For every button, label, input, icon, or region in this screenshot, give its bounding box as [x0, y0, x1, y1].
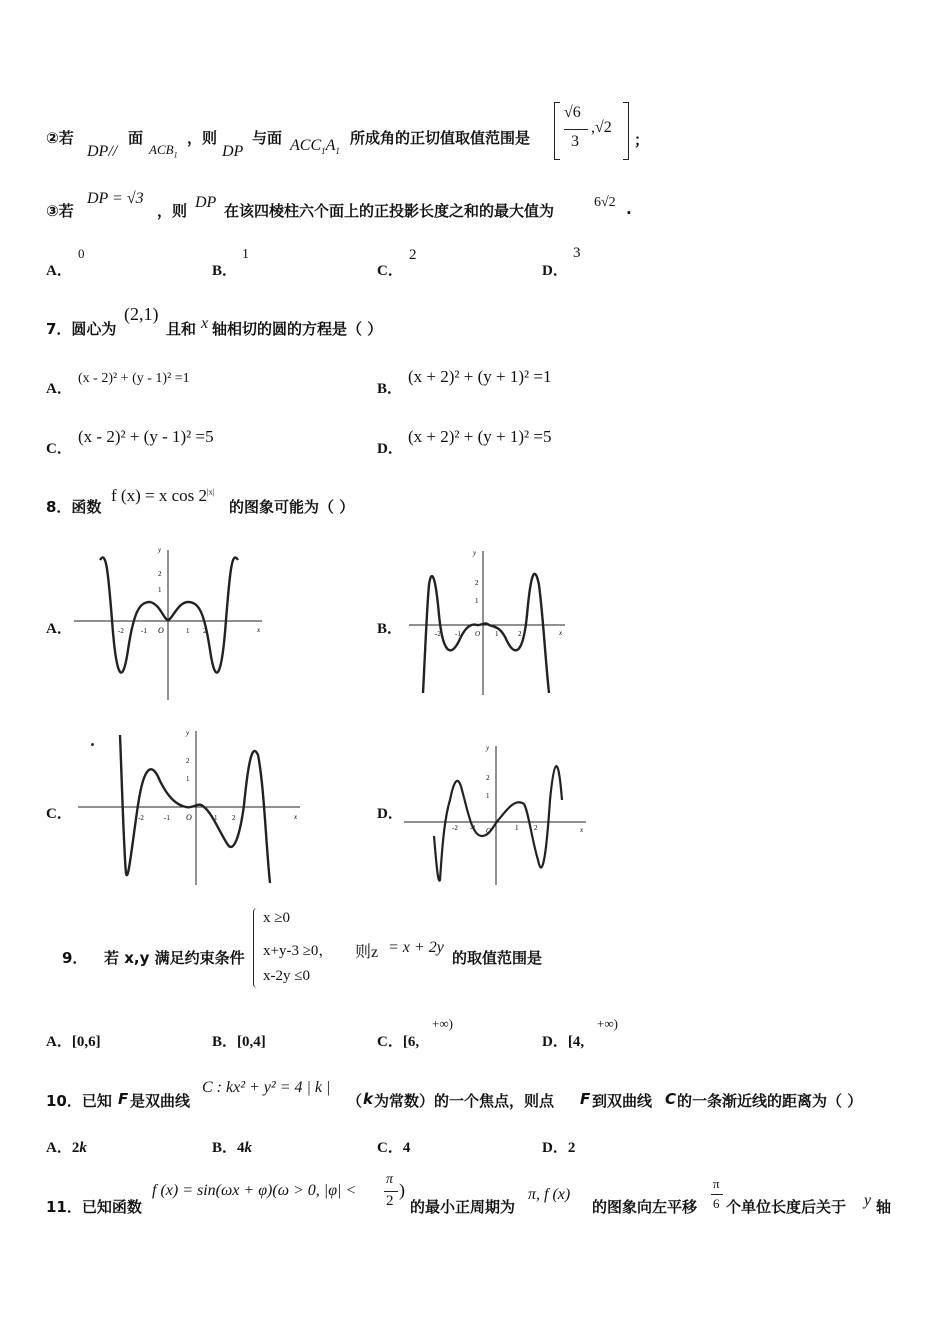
q9-constraint-1: x ≥0 [263, 910, 290, 926]
q8-graph-a [70, 540, 270, 710]
stray-dot [91, 743, 94, 746]
q9-option-d-sup: +∞) [597, 1016, 618, 1031]
tick-label: 2 [203, 627, 207, 635]
q6-option-a-value: 0 [78, 246, 85, 261]
curve [423, 574, 549, 693]
q11-yaxis: y [864, 1192, 872, 1209]
q8-graph-c [74, 725, 309, 895]
item3-marker: ③若 [46, 202, 74, 220]
q7-axis: x [201, 315, 209, 332]
comma-sqrt2: ,√2 [591, 119, 612, 136]
q8-graph-d [400, 740, 595, 890]
q7-option-d-label: D． [377, 441, 403, 457]
q10-t1: 是双曲线 [130, 1092, 191, 1110]
tick-label: -2 [435, 630, 441, 638]
item2-text-yumian: 与面 [252, 129, 283, 147]
q11-t1: 的最小正周期为 [410, 1198, 516, 1216]
item2-math-dp: DP [222, 143, 244, 160]
q11-t4: 轴 [876, 1198, 892, 1216]
tick-label: 2 [158, 570, 162, 578]
q9-option-c-sup: +∞) [432, 1016, 453, 1031]
q11-func: f (x) = sin(ωx + φ)(ω > 0, |φ| < [152, 1182, 357, 1199]
q10-F2: F [580, 1090, 591, 1108]
q11-period: π, f (x) [528, 1186, 571, 1203]
item2-interval [554, 102, 632, 158]
item3-text-ze: ，则 [157, 202, 188, 220]
q8-func: f (x) = x $\cos 2^{|x|}$ [111, 486, 215, 505]
origin-label: O [475, 630, 481, 638]
q9-constraint-3: x-2y ≤0 [263, 968, 310, 984]
q7-option-b-label: B． [377, 381, 403, 397]
q11-frac-bar [384, 1191, 398, 1192]
y-axis-label: y [158, 546, 162, 554]
tick-label: 2 [486, 774, 490, 782]
x-axis-label: x [294, 813, 298, 821]
tick-label: -2 [452, 824, 458, 832]
y-axis-label: y [473, 549, 477, 557]
q9-option-c: C．[6, [377, 1034, 420, 1050]
item3-period: . [626, 200, 632, 218]
item3-text-rest: 在该四棱柱六个面上的正投影长度之和的最大值为 [224, 202, 555, 220]
q11-pi-den: 2 [386, 1193, 394, 1209]
q10-prefix: 10．已知 [46, 1092, 112, 1110]
q6-option-b-label: B． [212, 263, 238, 279]
q7-option-d-value: (x + 2)² + (y + 1)² =5 [408, 427, 552, 446]
tick-label: -1 [470, 824, 476, 832]
item2-semicolon: ； [634, 131, 650, 149]
q6-option-c-label: C． [377, 263, 403, 279]
q11-prefix: 11．已知函数 [46, 1198, 142, 1216]
tick-label: 2 [232, 814, 236, 822]
q10-F: F [118, 1090, 129, 1108]
tick-label: 1 [158, 586, 162, 594]
q7-option-a-label: A． [46, 381, 72, 397]
tick-label: -1 [455, 630, 461, 638]
q7-option-c-label: C． [46, 441, 72, 457]
q9-constraint-2: x+y-3 ≥0， [263, 943, 334, 959]
item2-math-acb1: $ACB_1$ [149, 142, 178, 160]
curve [120, 735, 270, 883]
tick-label: -1 [164, 814, 170, 822]
tick-label: -2 [118, 627, 124, 635]
q9-option-b: B．[0,4] [212, 1034, 266, 1050]
q10-t2: （ [347, 1092, 363, 1110]
right-bracket [623, 102, 629, 160]
q8-graph-a-label: A． [46, 621, 72, 637]
item2-math-dp-parallel: DP// [87, 143, 118, 160]
q6-option-a-label: A． [46, 263, 72, 279]
q10-option-b: B．4k [212, 1140, 253, 1156]
q9-then: 则z [355, 944, 379, 961]
origin-label: O [486, 827, 492, 835]
q8-prefix: 8．函数 [46, 498, 102, 516]
q8-graph-c-label: C． [46, 806, 72, 822]
q7-option-b-value: (x + 2)² + (y + 1)² =1 [408, 367, 552, 386]
item3-math-dp: DP [195, 194, 217, 211]
y-axis-label: y [186, 729, 190, 737]
origin-label: O [186, 813, 192, 822]
tick-label: 2 [475, 579, 479, 587]
item3-math-dp-eq: DP = √3 [87, 190, 144, 207]
q11-shift-den: 6 [713, 1196, 720, 1211]
q10-t4: 到双曲线 [592, 1092, 653, 1110]
item2-text-mian: 面 [128, 129, 144, 147]
q9-brace [253, 908, 257, 988]
q7-option-a-value: (x - 2)² + (y - 1)² =1 [78, 371, 190, 386]
x-axis-label: x [257, 626, 261, 634]
curve [100, 558, 238, 673]
q10-option-a: A．2k [46, 1140, 87, 1156]
q7-mid: 且和 [166, 320, 197, 338]
tick-label: 1 [486, 792, 490, 800]
q8-graph-d-label: D． [377, 806, 403, 822]
q9-prefix: 若 x,y 满足约束条件 [104, 949, 245, 967]
x-axis-label: x [559, 629, 563, 637]
q6-option-d-value: 3 [573, 245, 581, 261]
q9-option-d: D．[4, [542, 1034, 585, 1050]
origin-label: O [158, 626, 164, 635]
x-axis-label: x [580, 826, 584, 834]
q10-t3: 为常数）的一个焦点，则点 [374, 1092, 555, 1110]
q7-center: (2,1) [124, 304, 159, 324]
tick-label: 1 [515, 824, 519, 832]
y-axis-label: y [486, 744, 490, 752]
q8-graph-b [405, 545, 575, 700]
q10-C: C [665, 1090, 677, 1108]
q10-option-c: C．4 [377, 1140, 411, 1156]
left-bracket [554, 102, 560, 160]
tick-label: 1 [214, 814, 218, 822]
q11-t2: 的图象向左平移 [592, 1198, 698, 1216]
q11-pi-num: π [386, 1172, 394, 1187]
tick-label: -2 [138, 814, 144, 822]
item2-text-range: 所成角的正切值取值范围是 [350, 129, 531, 147]
q6-option-c-value: 2 [409, 247, 417, 263]
item3-math-answer: 6√2 [594, 195, 616, 210]
q9-number: 9． [62, 949, 88, 967]
q10-t5: 的一条渐近线的距离为（ ） [677, 1092, 863, 1110]
tick-label: 1 [186, 627, 190, 635]
item2-marker: ②若 [46, 129, 74, 147]
q6-option-d-label: D． [542, 263, 568, 279]
q11-close: ) [399, 1180, 405, 1200]
q7-prefix: 7．圆心为 [46, 320, 117, 338]
tick-label: 1 [475, 597, 479, 605]
q8-graph-b-label: B． [377, 621, 403, 637]
item2-math-acc1a1: $ACC_1A_1$ [290, 137, 340, 157]
tick-label: 2 [534, 824, 538, 832]
tick-label: 2 [186, 757, 190, 765]
q11-shift-num: π [713, 1176, 720, 1191]
tick-label: 2 [518, 630, 522, 638]
frac-numerator: √6 [564, 104, 581, 121]
tick-label: -1 [141, 627, 147, 635]
q7-option-c-value: (x - 2)² + (y - 1)² =5 [78, 427, 214, 446]
q7-suffix: 轴相切的圆的方程是（ ） [212, 320, 383, 338]
q9-option-a: A．[0,6] [46, 1034, 101, 1050]
q11-t3: 个单位长度后关于 [726, 1198, 847, 1216]
q10-k: k [363, 1090, 373, 1108]
q10-option-d: D．2 [542, 1140, 576, 1156]
q10-eq: C : kx² + y² = 4 | k | [202, 1079, 331, 1096]
tick-label: 1 [495, 630, 499, 638]
item2-text-ze: ，则 [187, 129, 218, 147]
q6-option-b-value: 1 [242, 247, 249, 262]
tick-label: 1 [186, 775, 190, 783]
frac-denominator: 3 [571, 133, 579, 150]
q9-suffix: 的取值范围是 [452, 949, 543, 967]
q11-shift-bar [711, 1194, 723, 1195]
frac-bar [564, 129, 588, 130]
q9-objective: = x + 2y [388, 939, 444, 956]
q8-suffix: 的图象可能为（ ） [229, 498, 355, 516]
